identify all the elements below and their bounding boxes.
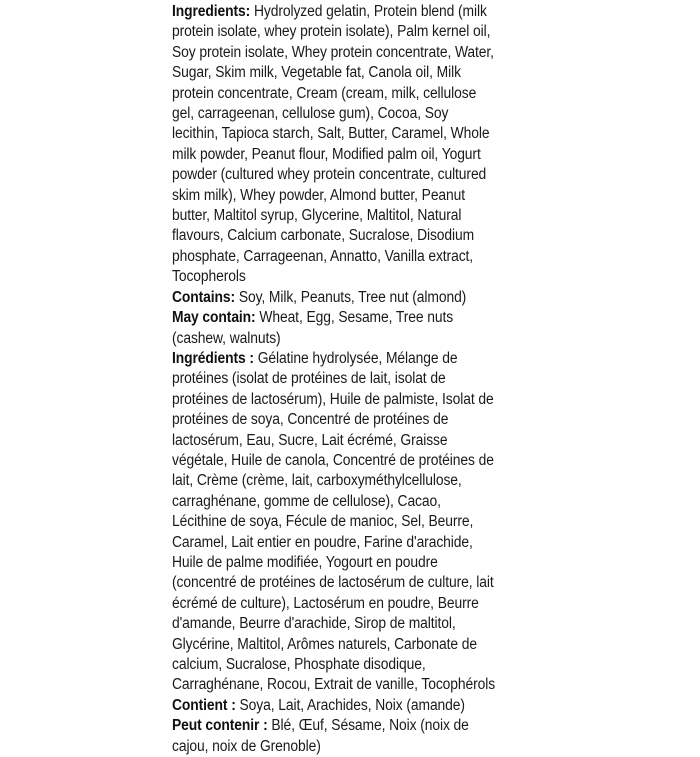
ingredients-fr-text: Gélatine hydrolysée, Mélange de protéines (isolat de protéines de lait, isolat de protéines de lactosérum), Huile de palmiste, Isolat de protéines de soya, Concentré de protéines de lactosérum, Eau, Sucre, Lait écrémé, Graisse végétale, Huile de canola, Concentré de protéines de lait, Crème (crème, lait, carboxyméthylcellulose, carraghénane, gomme de cellulose), Cacao, Lécithine de soya, Fécule de manioc, Sel, Beurre, Caramel, Lait entier en poudre, Farine d'arachide, Huile de palme modifiée, Yogourt en poudre (concentré de protéines de lactosérum de culture, lait écrémé de culture), Lactosérum en poudre, Beurre d'amande, Beurre d'arachide, Sirop de maltitol, Glycérine, Maltitol, Arômes naturels, Carbonate de calcium, Sucralose, Phosphate disodique, Carraghénane, Rocou, Extrait de vanille, Tocophérols <box>172 349 496 694</box>
contains-en-heading: Contains: <box>172 288 236 306</box>
contains-en-section <box>172 288 496 308</box>
contains-fr-section <box>172 696 496 716</box>
may-contain-en-heading: May contain: <box>172 309 256 327</box>
ingredients-en-section <box>172 2 496 288</box>
may-contain-fr-section <box>172 716 496 757</box>
contains-en-text: Soy, Milk, Peanuts, Tree nut (almond) <box>238 288 467 306</box>
may-contain-en-section <box>172 308 496 349</box>
contains-fr-text: Soya, Lait, Arachides, Noix (amande) <box>239 696 465 714</box>
ingredients-label-panel <box>172 2 496 757</box>
ingredients-fr-heading: Ingrédients : <box>172 349 254 367</box>
ingredients-en-text: Hydrolyzed gelatin, Protein blend (milk protein isolate, whey protein isolate), Palm kernel oil, Soy protein isolate, Whey protein concentrate, Water, Sugar, Skim milk, Vegetable fat, Canola oil, Milk protein concentrate, Cream (cream, milk, cellulose gel, carrageenan, cellulose gum), Cocoa, Soy lecithin, Tapioca starch, Salt, Butter, Caramel, Whole milk powder, Peanut flour, Modified palm oil, Yogurt powder (cultured whey protein concentrate, cultured skim milk), Whey powder, Almond butter, Peanut butter, Maltitol syrup, Glycerine, Maltitol, Natural flavours, Calcium carbonate, Sucralose, Disodium phosphate, Carrageenan, Annatto, Vanilla extract, Tocopherols <box>172 3 494 286</box>
contains-fr-heading: Contient : <box>172 696 236 714</box>
ingredients-fr-section <box>172 349 496 696</box>
may-contain-fr-heading: Peut contenir : <box>172 717 268 735</box>
may-contain-en-text: Wheat, Egg, Sesame, Tree nuts (cashew, walnuts) <box>172 309 454 347</box>
ingredients-en-heading: Ingredients: <box>172 3 251 20</box>
may-contain-fr-text: Blé, Œuf, Sésame, Noix (noix de cajou, noix de Grenoble) <box>172 717 469 755</box>
